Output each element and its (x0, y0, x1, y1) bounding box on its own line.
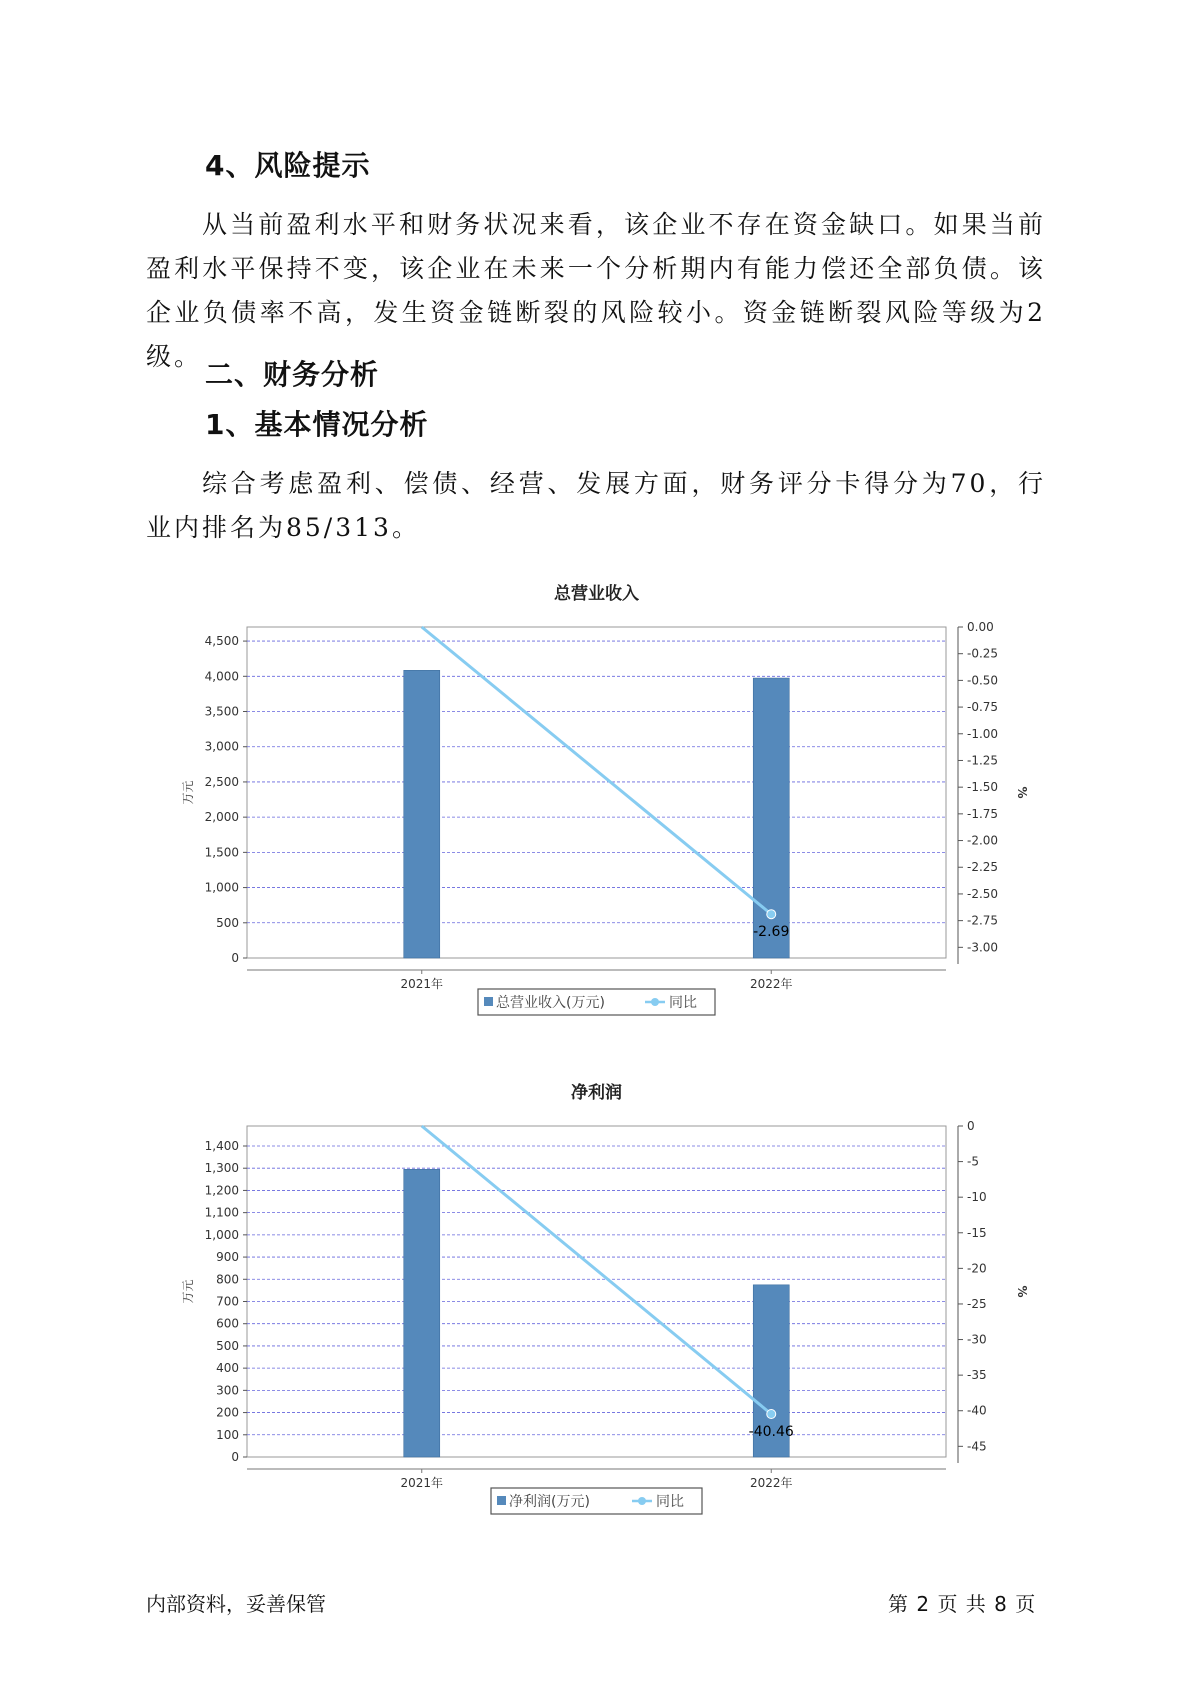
right-tick-label: -0.50 (967, 673, 999, 688)
chart-title: 净利润 (571, 1083, 622, 1103)
yoy-data-label: -40.46 (748, 1424, 794, 1441)
yoy-point (767, 910, 776, 919)
left-axis-title: 万元 (181, 1279, 195, 1304)
left-tick-label: 1,300 (204, 1161, 239, 1176)
x-tick-label: 2021年 (400, 977, 444, 991)
right-tick-label: -10 (967, 1190, 987, 1205)
right-tick-label: 0.00 (967, 620, 994, 634)
legend-bar-swatch (484, 997, 493, 1006)
x-tick-label: 2021年 (400, 1476, 444, 1490)
bar-2021年 (404, 1169, 440, 1457)
left-tick-label: 400 (216, 1361, 239, 1376)
left-tick-label: 1,200 (204, 1183, 239, 1198)
left-tick-label: 900 (216, 1250, 239, 1265)
legend-line-marker (651, 998, 659, 1006)
legend-bar-label: 总营业收入(万元) (496, 995, 605, 1011)
right-tick-label: -1.00 (967, 726, 999, 741)
right-tick-label: -0.25 (967, 646, 999, 661)
legend-bar-label: 净利润(万元) (509, 1494, 590, 1510)
right-tick-label: -15 (967, 1225, 987, 1240)
right-tick-label: -5 (967, 1154, 979, 1169)
section-heading-finance: 二、财务分析 (205, 358, 380, 391)
left-tick-label: 700 (216, 1294, 239, 1309)
left-tick-label: 1,000 (204, 1227, 239, 1242)
right-tick-label: -35 (967, 1368, 987, 1383)
right-tick-label: -20 (967, 1261, 987, 1276)
right-tick-label: -2.00 (967, 833, 999, 848)
left-tick-label: 4,000 (204, 669, 239, 684)
section-heading-basic: 1、基本情况分析 (205, 408, 429, 441)
footer-confidential: 内部资料，妥善保管 (146, 1592, 326, 1616)
left-tick-label: 300 (216, 1383, 239, 1398)
left-axis-title: 万元 (181, 780, 195, 805)
left-tick-label: 1,000 (204, 880, 239, 895)
yoy-data-label: -2.69 (753, 924, 790, 941)
left-tick-label: 200 (216, 1405, 239, 1420)
net-profit-chart (170, 1074, 1030, 1534)
chart-title: 总营业收入 (554, 584, 639, 604)
right-tick-label: 0 (967, 1119, 975, 1133)
right-axis-title: % (1015, 786, 1029, 799)
right-axis-title: % (1015, 1285, 1029, 1298)
plot-area (247, 627, 946, 958)
left-tick-label: 500 (216, 1338, 239, 1353)
risk-paragraph: 从当前盈利水平和财务状况来看，该企业不存在资金缺口。如果当前盈利水平保持不变，该企业在未来一个分析期内有能力偿还全部负债。该企业负债率不高，发生资金链断裂的风险较小。资金链断裂风险等级为2级。 (146, 210, 1046, 371)
section-heading-risk: 4、风险提示 (205, 149, 371, 182)
left-tick-label: 100 (216, 1427, 239, 1442)
right-tick-label: -40 (967, 1403, 987, 1418)
right-tick-label: -30 (967, 1332, 987, 1347)
left-tick-label: 4,500 (204, 634, 239, 649)
left-tick-label: 0 (231, 1450, 239, 1464)
left-tick-label: 0 (231, 951, 239, 965)
left-tick-label: 600 (216, 1316, 239, 1331)
right-tick-label: -0.75 (967, 700, 999, 715)
right-tick-label: -45 (967, 1439, 987, 1454)
revenue-chart (170, 575, 1030, 1035)
left-tick-label: 1,100 (204, 1205, 239, 1220)
right-tick-label: -2.75 (967, 913, 999, 928)
left-tick-label: 3,500 (204, 704, 239, 719)
left-tick-label: 3,000 (204, 739, 239, 754)
right-tick-label: -25 (967, 1296, 987, 1311)
plot-area (247, 1126, 946, 1457)
right-tick-label: -2.50 (967, 886, 999, 901)
legend-bar-swatch (497, 1496, 506, 1505)
x-tick-label: 2022年 (749, 1476, 793, 1490)
left-tick-label: 2,000 (204, 810, 239, 825)
left-tick-label: 1,500 (204, 845, 239, 860)
left-tick-label: 500 (216, 915, 239, 930)
left-tick-label: 1,400 (204, 1138, 239, 1153)
basic-paragraph: 综合考虑盈利、偿债、经营、发展方面，财务评分卡得分为70，行业内排名为85/313。 (146, 469, 1046, 542)
legend-line-label: 同比 (656, 1494, 684, 1510)
legend-line-marker (638, 1497, 646, 1505)
x-tick-label: 2022年 (749, 977, 793, 991)
yoy-point (767, 1410, 776, 1419)
left-tick-label: 2,500 (204, 774, 239, 789)
footer-page-number: 第 2 页 共 8 页 (888, 1592, 1037, 1616)
bar-2021年 (404, 670, 440, 958)
right-tick-label: -1.25 (967, 753, 999, 768)
legend-line-label: 同比 (669, 995, 697, 1011)
left-tick-label: 800 (216, 1272, 239, 1287)
right-tick-label: -1.50 (967, 780, 999, 795)
right-tick-label: -3.00 (967, 940, 999, 955)
right-tick-label: -1.75 (967, 806, 999, 821)
right-tick-label: -2.25 (967, 860, 999, 875)
